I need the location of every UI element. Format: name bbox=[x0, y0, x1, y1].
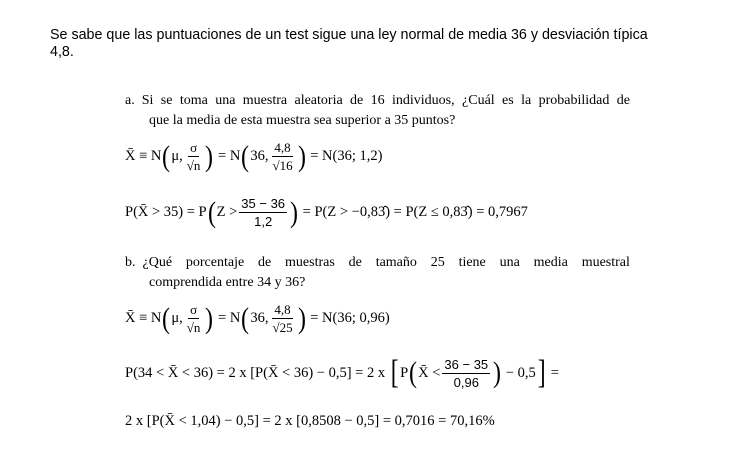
eq4-fraction bbox=[442, 357, 490, 390]
question-b bbox=[125, 253, 630, 293]
equation-sampling-distribution-a bbox=[125, 140, 382, 173]
question-a-letter-first-word: a. Si bbox=[125, 93, 154, 108]
eq1-lhs: X̄ ≡ N bbox=[125, 148, 162, 164]
eq4-bracket-close: ] bbox=[537, 354, 546, 391]
problem-statement bbox=[50, 27, 690, 61]
eq1-sqrt-n: √n bbox=[186, 158, 201, 173]
eq3-lhs: X̄ ≡ N bbox=[125, 310, 162, 326]
question-b-line-1 bbox=[125, 253, 630, 273]
question-b-line-2: comprendida entre 34 y 36? bbox=[149, 275, 306, 290]
eq4-p: P bbox=[400, 364, 409, 381]
question-b-word: media bbox=[533, 255, 568, 270]
eq4-denominator: 0,96 bbox=[453, 374, 479, 390]
eq1-sigma-fraction bbox=[185, 140, 203, 173]
eq2-denominator: 1,2 bbox=[254, 214, 273, 229]
eq4-numerator: 36 − 35 bbox=[444, 356, 489, 372]
eq3-sigma-fraction bbox=[185, 302, 203, 335]
eq3-paren-open: ( bbox=[162, 301, 171, 335]
question-a bbox=[125, 91, 630, 131]
eq4-paren-open: ( bbox=[409, 356, 418, 389]
eq1-mean: 36, bbox=[250, 148, 269, 164]
question-a-word: una bbox=[215, 93, 236, 108]
question-a-word: la bbox=[521, 93, 532, 108]
eq4-paren-close: ) bbox=[493, 356, 502, 389]
question-b-word: 25 bbox=[430, 255, 445, 270]
question-a-word: es bbox=[502, 93, 514, 108]
problem-statement-line-2: 4,8. bbox=[50, 44, 74, 60]
eq2-fraction bbox=[239, 196, 287, 229]
eq1-paren-close: ) bbox=[205, 139, 214, 173]
question-b-word: tamaño bbox=[375, 255, 417, 270]
question-a-word: probabilidad bbox=[538, 93, 610, 108]
question-a-line-2: que la media de esta muestra sea superior a 35 puntos? bbox=[149, 113, 456, 128]
eq1-sigma: σ bbox=[190, 140, 198, 155]
eq3-mu: μ, bbox=[171, 310, 183, 326]
question-b-word: una bbox=[499, 255, 520, 270]
question-b-word: de bbox=[258, 255, 272, 270]
eq2-z-gt: Z > bbox=[216, 204, 238, 220]
equation-final-result bbox=[125, 413, 495, 430]
eq5-text: 2 x [P(X̄ < 1,04) − 0,5] = 2 x [0,8508 − 0,5] = 0,7016 = 70,16% bbox=[125, 413, 495, 429]
question-a-word: ¿Cuál bbox=[462, 93, 495, 108]
eq3-sigma: σ bbox=[190, 302, 198, 317]
eq2-paren-close: ) bbox=[290, 195, 299, 229]
eq3-result: = N(36; 0,96) bbox=[306, 310, 390, 326]
question-b-letter-first-word: b. ¿Qué bbox=[125, 255, 173, 270]
eq1-paren-close-2: ) bbox=[297, 139, 306, 173]
question-b-word: de bbox=[348, 255, 362, 270]
eq4-tail: = bbox=[547, 364, 559, 381]
eq3-eq-n: = N bbox=[214, 310, 241, 326]
question-b-word: tiene bbox=[458, 255, 486, 270]
question-a-word: individuos, bbox=[392, 93, 455, 108]
eq1-paren-open: ( bbox=[162, 139, 171, 173]
eq3-paren-close-2: ) bbox=[297, 301, 306, 335]
eq3-paren-open-2: ( bbox=[241, 301, 250, 335]
question-a-line-1 bbox=[125, 91, 630, 111]
eq1-paren-open-2: ( bbox=[241, 139, 250, 173]
eq3-numerator: 4,8 bbox=[274, 302, 291, 317]
eq2-paren-open: ( bbox=[207, 195, 216, 229]
eq1-result: = N(36; 1,2) bbox=[306, 148, 383, 164]
question-a-word: toma bbox=[179, 93, 208, 108]
equation-sampling-distribution-b bbox=[125, 302, 390, 335]
eq1-denominator: √16 bbox=[272, 158, 293, 173]
eq4-minus: − 0,5 bbox=[502, 364, 536, 381]
eq3-denominator: √25 bbox=[272, 320, 293, 335]
eq3-mean: 36, bbox=[250, 310, 269, 326]
question-b-word: porcentaje bbox=[185, 255, 245, 270]
equation-probability-b bbox=[125, 356, 559, 390]
question-b-word: muestras bbox=[285, 255, 335, 270]
eq3-paren-close: ) bbox=[205, 301, 214, 335]
eq1-numerator: 4,8 bbox=[274, 140, 291, 155]
eq3-value-fraction bbox=[270, 302, 294, 335]
question-a-word: de bbox=[616, 93, 630, 108]
eq2-numerator: 35 − 36 bbox=[241, 196, 286, 211]
eq3-sqrt-n: √n bbox=[186, 320, 201, 335]
eq2-rhs: = P(Z > −0,83̂) = P(Z ≤ 0,83̂) = 0,7967 bbox=[299, 204, 528, 220]
question-b-word: muestral bbox=[581, 255, 630, 270]
eq4-bracket-open: [ bbox=[390, 354, 399, 391]
question-a-word: de bbox=[350, 93, 364, 108]
problem-statement-line-1: Se sabe que las puntuaciones de un test sigue una ley normal de media 36 y desviación típica bbox=[50, 27, 648, 43]
eq1-value-fraction bbox=[270, 140, 294, 173]
eq4-lhs: P(34 < X̄ < 36) = 2 x [P(X̄ < 36) − 0,5] = 2 x bbox=[125, 364, 389, 381]
eq1-mu: μ, bbox=[171, 148, 183, 164]
question-a-word: aleatoria bbox=[294, 93, 343, 108]
eq2-lhs: P(X̄ > 35) = P bbox=[125, 204, 207, 220]
eq1-eq-n: = N bbox=[214, 148, 241, 164]
eq4-x-lt: X̄ < bbox=[418, 364, 441, 381]
question-a-word: se bbox=[160, 93, 173, 108]
equation-probability-a bbox=[125, 196, 528, 229]
question-a-word: 16 bbox=[370, 93, 385, 108]
question-a-word: muestra bbox=[242, 93, 288, 108]
